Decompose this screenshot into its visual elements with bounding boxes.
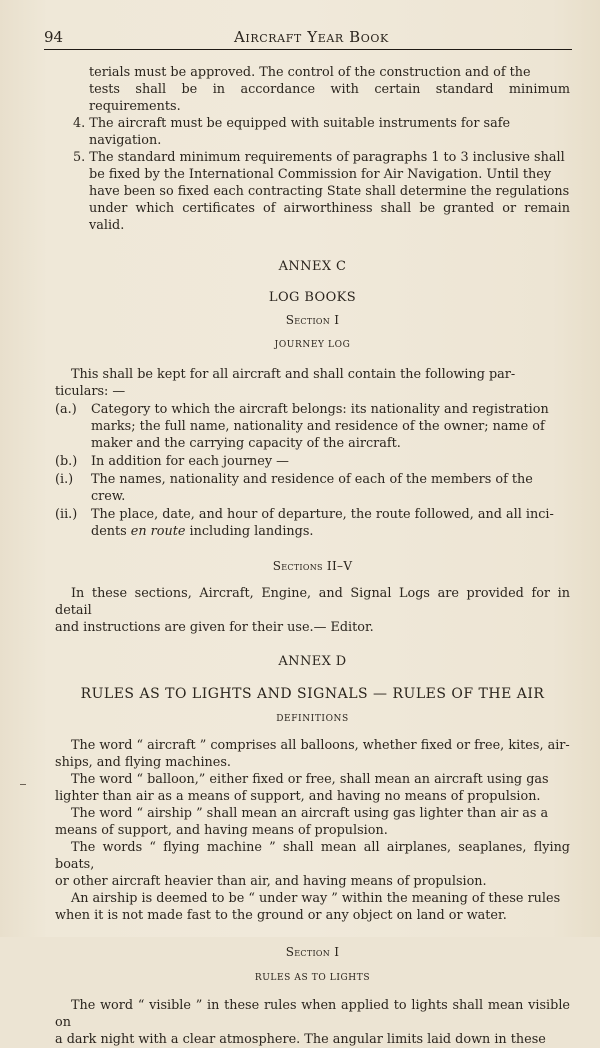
header-rule [44, 49, 572, 50]
journey-log-heading: JOURNEY LOG [274, 340, 351, 350]
body-line [91, 523, 570, 540]
body-line: This shall be kept for all aircraft and shall contain the following par- [71, 367, 516, 382]
body-line: have been so fixed each contracting State shall determine the regulations [89, 184, 570, 199]
rules-heading: RULES AS TO LIGHTS AND SIGNALS — RULES OF THE AIR [80, 686, 545, 702]
definition-line: means of support, and having means of propulsion. [55, 823, 388, 838]
section-heading: Section I [285, 313, 340, 327]
definition-line: The words “ flying machine ” shall mean all airplanes, seaplanes, flying boats, [55, 840, 570, 872]
final-paragraph [55, 997, 570, 1048]
definitions-heading: DEFINITIONS [276, 714, 349, 724]
definition-line: or other aircraft heavier than air, and having means of propulsion. [55, 874, 487, 889]
body-line: maker and the carrying capacity of the aircraft. [91, 436, 401, 451]
body-line: In addition for each journey — [91, 454, 289, 469]
list-marker-a: (a.) [55, 402, 77, 417]
text-fragment: dents [91, 524, 131, 539]
log-books-heading: LOG BOOKS [268, 290, 357, 305]
definitions-block [55, 737, 570, 924]
body-line: terials must be approved. The control of the construction and of the [89, 65, 531, 80]
list-marker-ii: (ii.) [55, 507, 78, 522]
body-line: be fixed by the International Commission for Air Navigation. Until they [89, 167, 552, 182]
page-number: 94 [44, 28, 64, 46]
numbered-paragraph-5: 5. The standard minimum requirements of paragraphs 1 to 3 inclusive shall [73, 150, 565, 165]
definition-line: when it is not made fast to the ground or any object on land or water. [55, 908, 507, 923]
annex-c-heading: ANNEX C [278, 259, 347, 274]
list-item-b [55, 453, 570, 470]
definition-line: The word “ balloon,” either fixed or free, shall mean an aircraft using gas [71, 772, 549, 787]
running-title: Aircraft Year Book [234, 28, 389, 46]
body-line: ticulars: — [55, 384, 126, 399]
sections-heading: Sections II–V [272, 559, 353, 573]
body-line: a dark night with a clear atmosphere. The angular limits laid down in these [55, 1032, 546, 1047]
definition-line: An airship is deemed to be “ under way ” within the meaning of these rules [71, 891, 561, 906]
body-line: marks; the full name, nationality and residence of the owner; name of [91, 419, 545, 434]
numbered-paragraph-4: 4. The aircraft must be equipped with suitable instruments for safe navigation. [73, 116, 511, 148]
body-line: The place, date, and hour of departure, the route followed, and all inci- [91, 507, 554, 522]
definition-line: The word “ aircraft ” comprises all balloons, whether fixed or free, kites, air- [71, 738, 570, 753]
body-line: In these sections, Aircraft, Engine, and Signal Logs are provided for in detail [55, 586, 570, 618]
body-line: The word “ visible ” in these rules when applied to lights shall mean visible on [55, 998, 570, 1030]
list-item-i [55, 471, 570, 505]
definition-line: lighter than air as a means of support, and having no means of propulsion. [55, 789, 541, 804]
margin-mark [20, 784, 26, 785]
list-marker-i: (i.) [55, 472, 74, 487]
definition-line: ships, and flying machines. [55, 755, 232, 770]
body-line: Category to which the aircraft belongs: its nationality and registration [91, 402, 549, 417]
body-line: under which certificates of airworthiness shall be granted or remain valid. [89, 201, 570, 233]
list-item-a [55, 401, 570, 452]
body-line: The names, nationality and residence of each of the members of the crew. [91, 472, 533, 504]
page-header [44, 28, 572, 50]
body-line: tests shall be in accordance with certain standard minimum requirements. [89, 82, 570, 114]
journey-log-paragraph [55, 366, 570, 400]
page-content [55, 64, 570, 1048]
body-line: and instructions are given for their use.— Editor. [55, 620, 374, 635]
annex-d-heading: ANNEX D [278, 654, 347, 669]
list-marker-b: (b.) [55, 454, 78, 469]
definition-line: The word “ airship ” shall mean an aircraft using gas lighter than air as a [71, 806, 549, 821]
section-heading: Section I [285, 945, 340, 959]
text-fragment: including landings. [185, 524, 314, 539]
rules-as-to-lights-heading: RULES AS TO LIGHTS [254, 973, 371, 983]
sections-paragraph [55, 585, 570, 636]
italic-phrase: en route [130, 524, 186, 539]
list-item-ii [55, 506, 570, 540]
